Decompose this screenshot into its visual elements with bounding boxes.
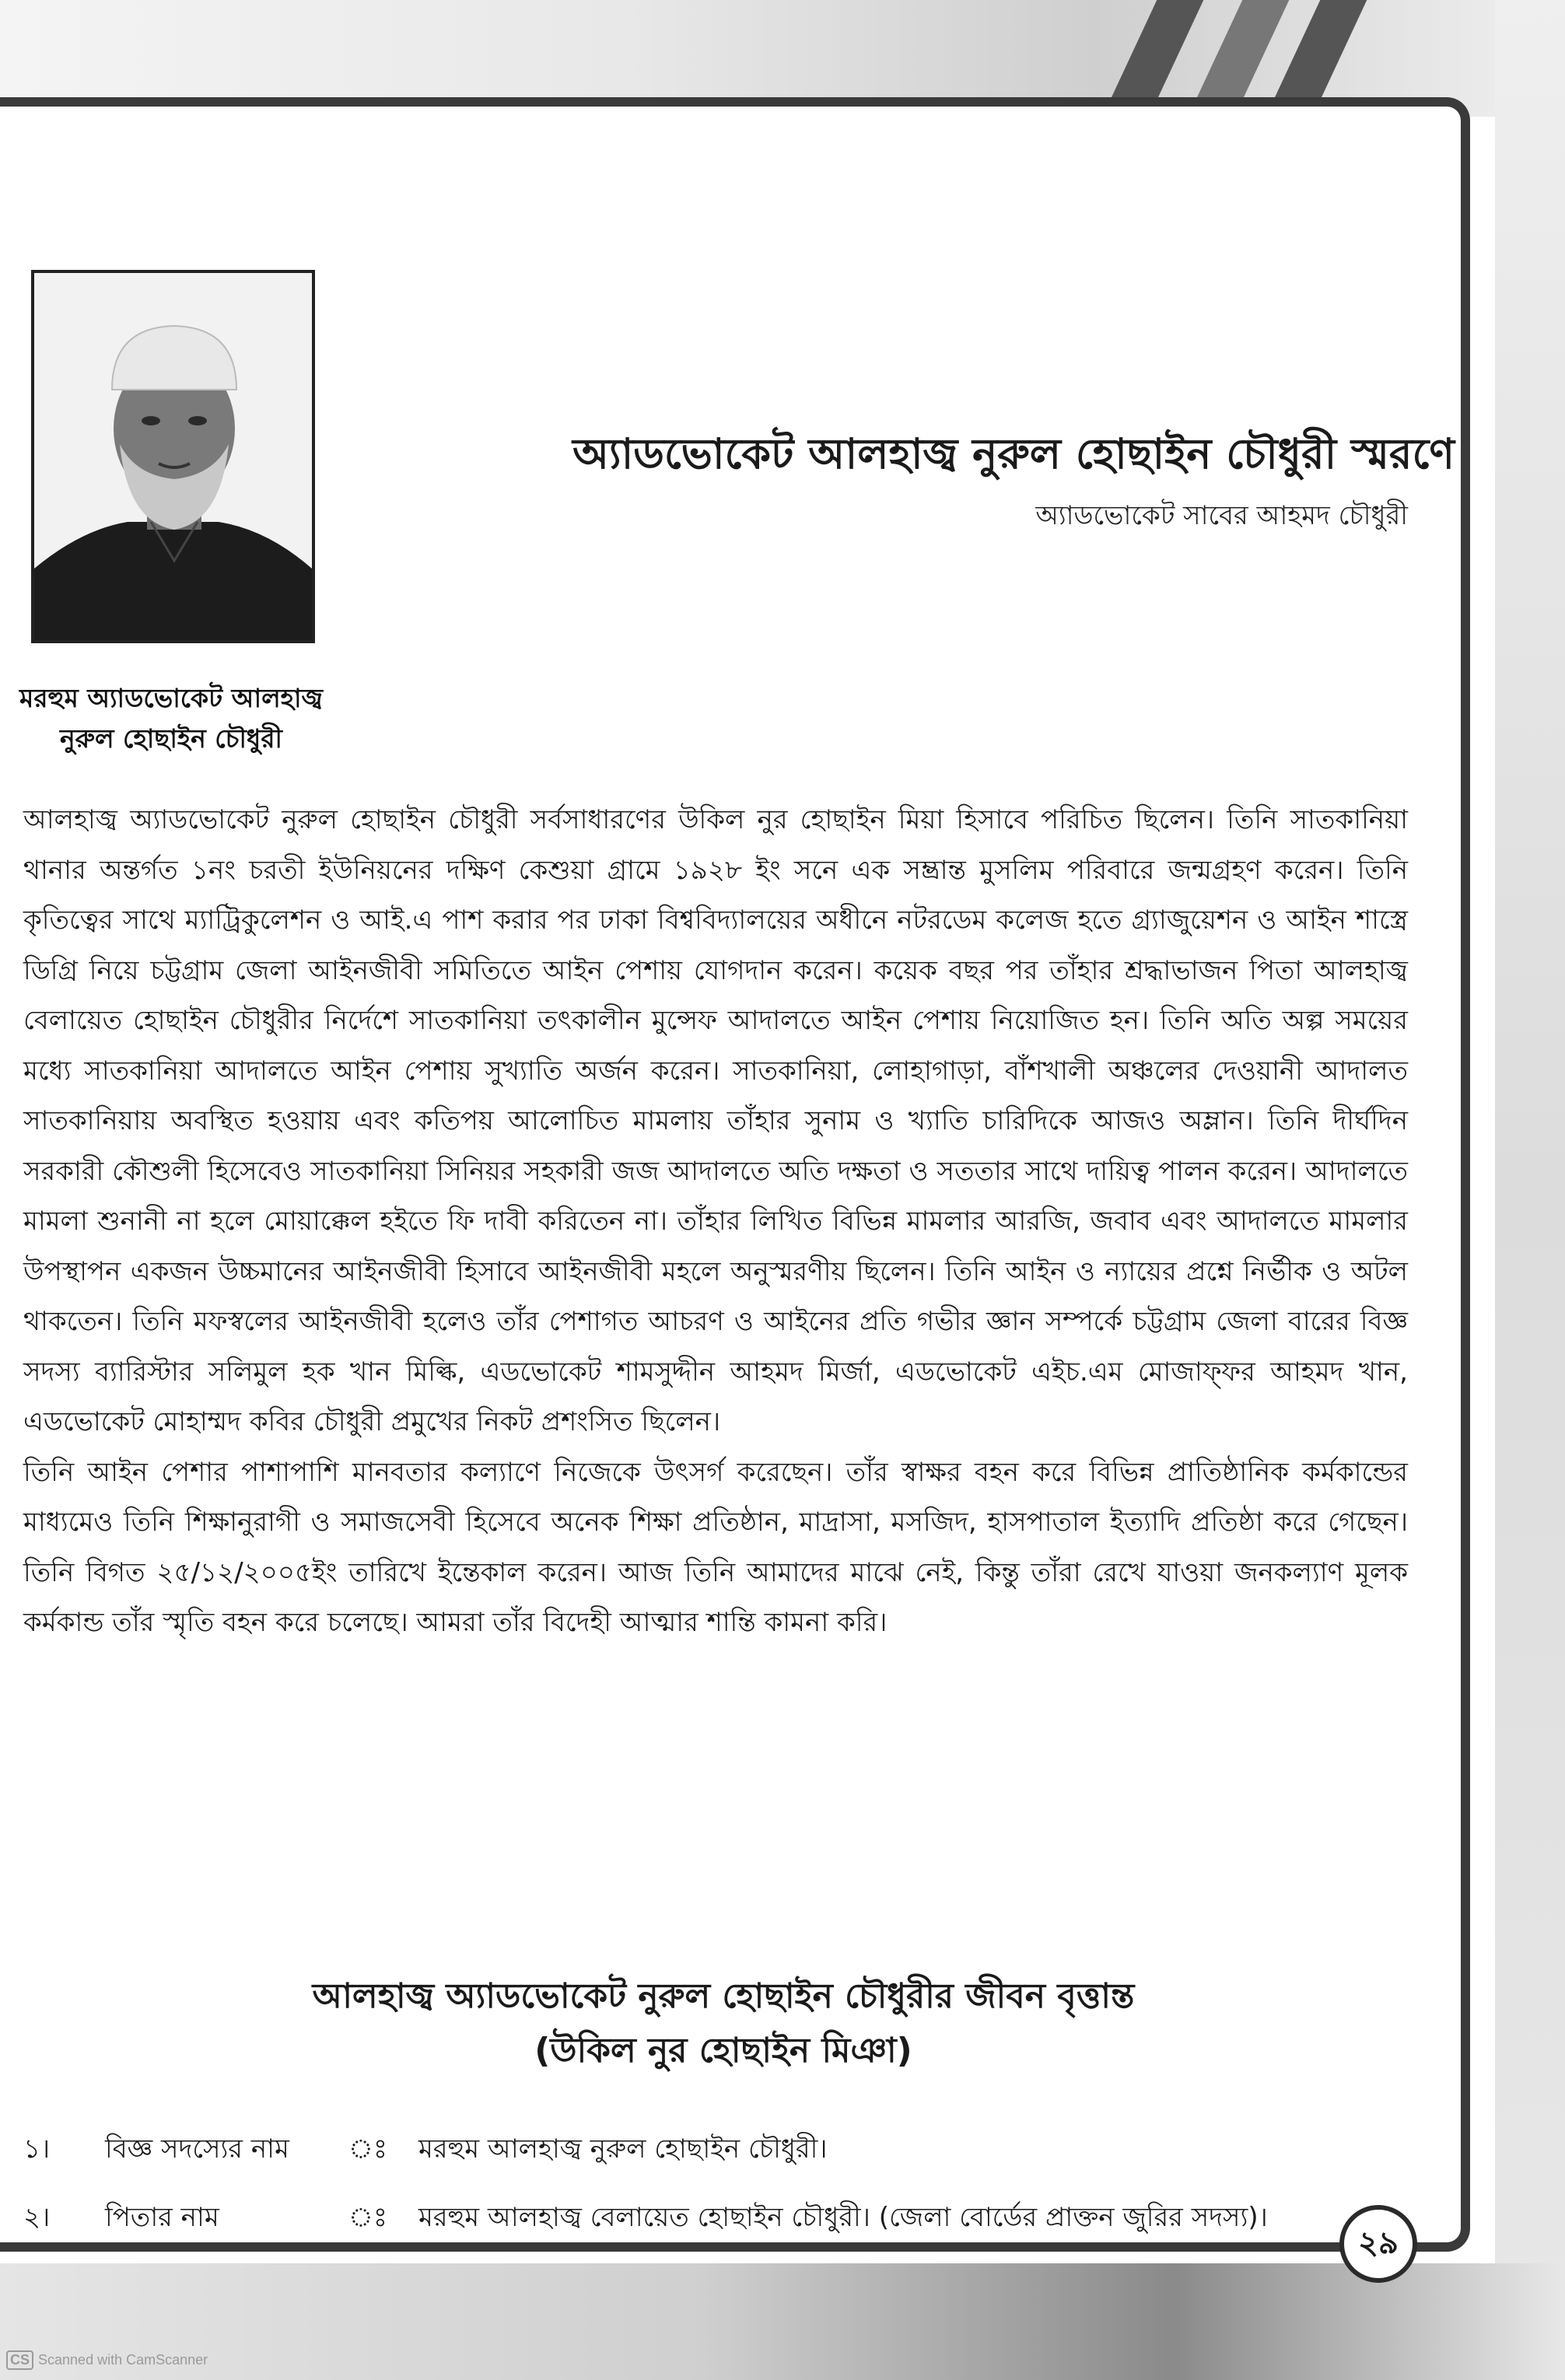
photo-caption-line2: নুরুল হোছাইন চৌধুরী xyxy=(59,723,283,754)
portrait-illustration xyxy=(34,273,312,640)
article-body xyxy=(23,795,1408,1648)
biography-title xyxy=(140,1969,1307,2078)
biography-title-line2: (উকিল নুর হোছাইন মিঞা) xyxy=(534,2031,912,2070)
scanner-watermark xyxy=(6,2350,208,2370)
background-bottom-band xyxy=(0,2263,1565,2380)
row-value: মরহুম আলহাজ্ব নুরুল হোছাইন চৌধুরী। xyxy=(418,2133,828,2165)
photo-caption xyxy=(8,678,334,759)
camscanner-icon: CS xyxy=(6,2350,33,2370)
biography-facts xyxy=(23,2129,1423,2266)
scanner-text: Scanned with CamScanner xyxy=(38,2352,208,2368)
document-page xyxy=(0,97,1470,2252)
page-number-badge: ২৯ xyxy=(1339,2205,1417,2283)
article-author: অ্যাডভোকেট সাবের আহমদ চৌধুরী xyxy=(1035,500,1408,531)
row-label: পিতার নাম xyxy=(105,2202,219,2233)
row-separator: ঃ xyxy=(348,2133,387,2165)
row-number: ২। xyxy=(23,2202,51,2233)
biography-title-line1: আলহাজ্ব অ্যাডভোকেট নুরুল হোছাইন চৌধুরীর জীবন বৃত্তান্ত xyxy=(312,1976,1135,2016)
photo-caption-line1: মরহুম অ্যাডভোকেট আলহাজ্ব xyxy=(19,683,323,713)
article-title: অ্যাডভোকেট আলহাজ্ব নুরুল হোছাইন চৌধুরী স্মরণে xyxy=(572,429,1455,478)
row-separator: ঃ xyxy=(348,2202,387,2233)
row-label: বিজ্ঞ সদস্যের নাম xyxy=(105,2133,289,2165)
portrait-photo xyxy=(31,270,315,643)
biography-row xyxy=(23,2197,1423,2266)
article-paragraph-2: তিনি আইন পেশার পাশাপাশি মানবতার কল্যাণে নিজেকে উৎসর্গ করেছেন। তাঁর স্বাক্ষর বহন করে বিভিন্ন প্রাতিষ্ঠানিক কর্মকান্ডের মাধ্যমেও তিনি শিক্ষানুরাগী ও সমাজসেবী হিসেবে অনেক শিক্ষা প্রতিষ্ঠান, মাদ্রাসা, মসজিদ, হাসপাতাল ইত্যাদি প্রতিষ্ঠা করে গেছেন। তিনি বিগত ২৫/১২/২০০৫ইং তারিখে ইন্তেকাল করেন। আজ তিনি আমাদের মাঝে নেই, কিন্তু তাঁরা রেখে যাওয়া জনকল্যাণ মূলক কর্মকান্ড তাঁর স্মৃতি বহন করে চলেছে। আমরা তাঁর বিদেহী আত্মার শান্তি কামনা করি। xyxy=(23,1456,1408,1638)
background-right-edge xyxy=(1495,0,1565,2380)
row-value: মরহুম আলহাজ্ব বেলায়েত হোছাইন চৌধুরী। (জেলা বোর্ডের প্রাক্তন জুরির সদস্য)। xyxy=(418,2202,1268,2233)
biography-row xyxy=(23,2129,1423,2197)
row-number: ১। xyxy=(23,2133,51,2165)
article-paragraph-1: আলহাজ্ব অ্যাডভোকেট নুরুল হোছাইন চৌধুরী সর্বসাধারণের উকিল নুর হোছাইন মিয়া হিসাবে পরিচিত ছিলেন। তিনি সাতকানিয়া থানার অন্তর্গত ১নং চরতী ইউনিয়নের দক্ষিণ কেশুয়া গ্রামে ১৯২৮ ইং সনে এক সম্ভ্রান্ত মুসলিম পরিবারে জন্মগ্রহণ করেন। তিনি কৃতিত্বের সাথে ম্যাট্রিকুলেশন ও আই.এ পাশ করার পর ঢাকা বিশ্ববিদ্যালয়ের অধীনে নটরডেম কলেজ হতে গ্র্যাজুয়েশন ও আইন শাস্ত্রে ডিগ্রি নিয়ে চট্টগ্রাম জেলা আইনজীবী সমিতিতে আইন পেশায় যোগদান করেন। কয়েক বছর পর তাঁহার শ্রদ্ধাভাজন পিতা আলহাজ্ব বেলায়েত হোছাইন চৌধুরীর নির্দেশে সাতকানিয়া তৎকালীন মুন্সেফ আদালতে আইন পেশায় নিয়োজিত হন। তিনি অতি অল্প সময়ের মধ্যে সাতকানিয়া আদালতে আইন পেশায় সুখ্যাতি অর্জন করেন। সাতকানিয়া, লোহাগাড়া, বাঁশখালী অঞ্চলের দেওয়ানী আদালত সাতকানিয়ায় অবস্থিত হওয়ায় এবং কতিপয় আলোচিত মামলায় তাঁহার সুনাম ও খ্যাতি চারিদিকে আজও অম্লান। তিনি দীর্ঘদিন সরকারী কৌশুলী হিসেবেও সাতকানিয়া সিনিয়র সহকারী জজ আদালতে অতি দক্ষতা ও সততার সাথে দায়িত্ব পালন করেন। আদালতে মামলা শুনানী না হলে মোয়াক্কেল হইতে ফি দাবী করিতেন না। তাঁহার লিখিত বিভিন্ন মামলার আরজি, জবাব এবং আদালতে মামলার উপস্থাপন একজন উচ্চমানের আইনজীবী হিসাবে আইনজীবী মহলে অনুস্মরণীয় ছিলেন। তিনি আইন ও ন্যায়ের প্রশ্নে নির্ভীক ও অটল থাকতেন। তিনি মফস্বলের আইনজীবী হলেও তাঁর পেশাগত আচরণ ও আইনের প্রতি গভীর জ্ঞান সম্পর্কে চট্টগ্রাম জেলা বারের বিজ্ঞ সদস্য ব্যারিস্টার সলিমুল হক খান মিল্কি, এডভোকেট শামসুদ্দীন আহমদ মির্জা, এডভোকেট এইচ.এম মোজাফ্ফর আহমদ খান, এডভোকেট মোহাম্মদ কবির চৌধুরী প্রমুখের নিকট প্রশংসিত ছিলেন। xyxy=(23,804,1408,1437)
